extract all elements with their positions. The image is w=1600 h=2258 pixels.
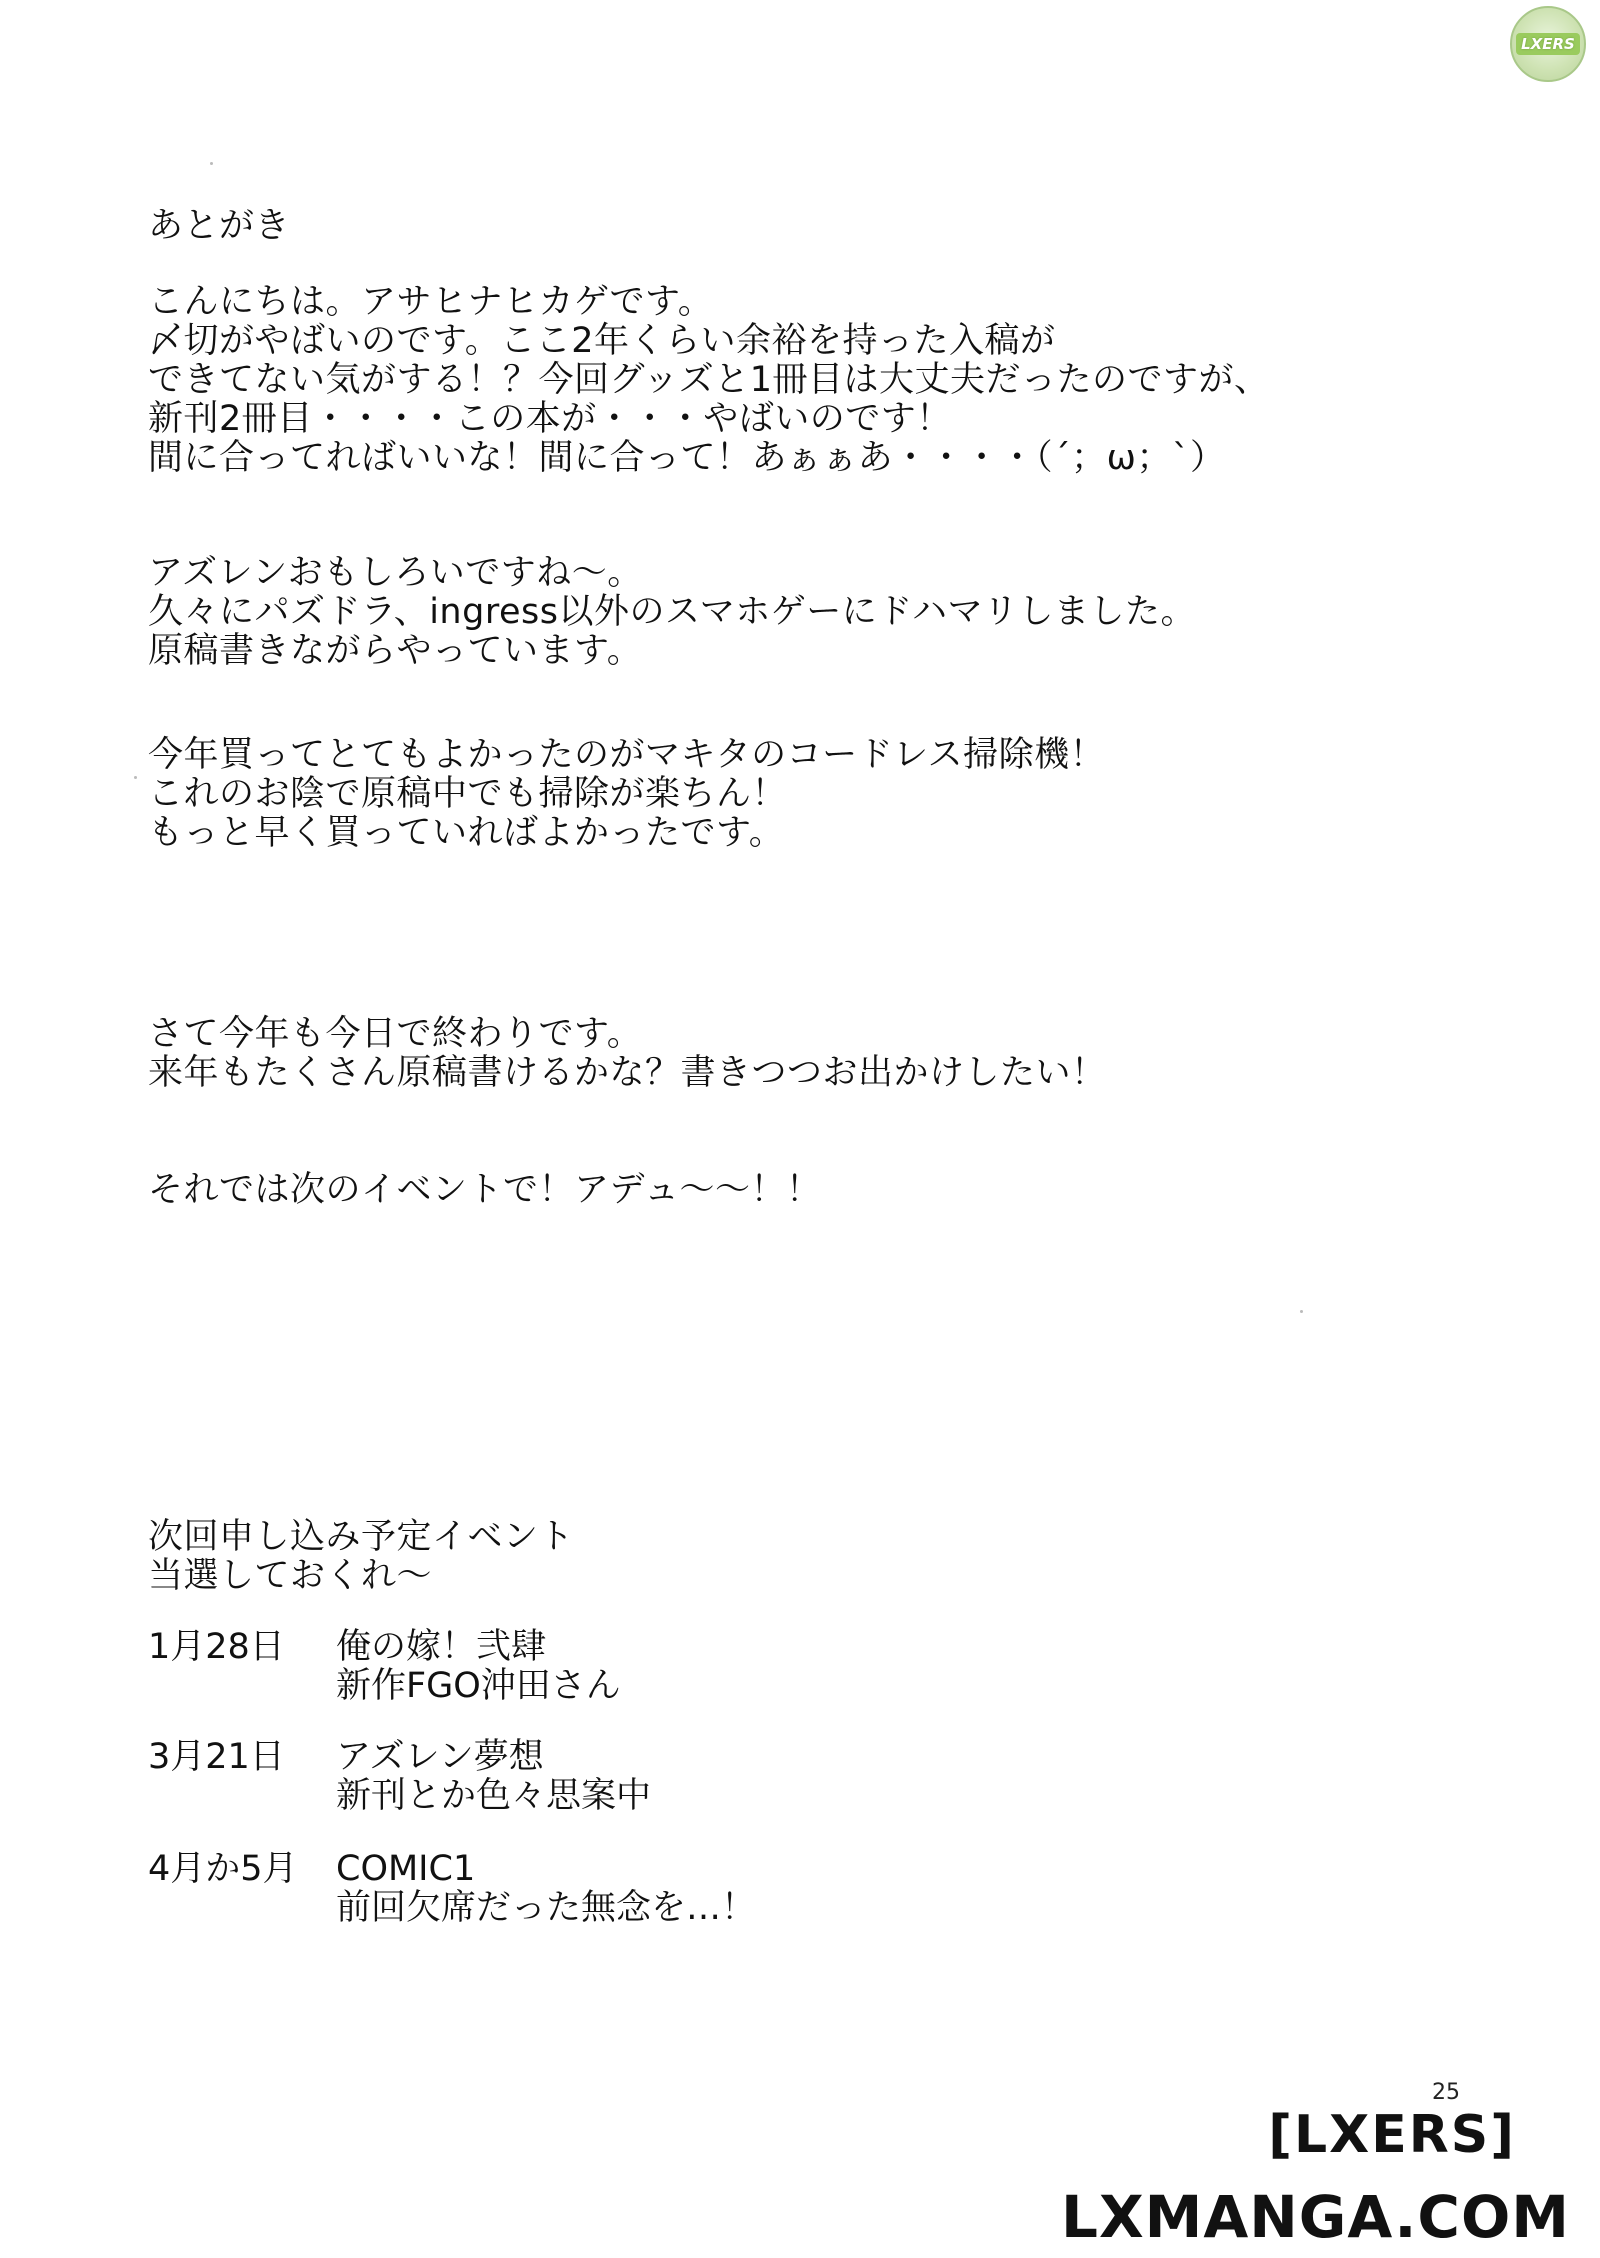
scan-speck xyxy=(1300,1310,1303,1313)
watermark-brand: [LXERS] xyxy=(1268,2105,1516,2165)
event-date: 4月か5月 xyxy=(148,1849,298,1889)
watermark-url: LXMANGA.COM xyxy=(1060,2183,1570,2251)
text-line: 久々にパズドラ、ingress以外のスマホゲーにドハマリしました。 xyxy=(148,592,1197,632)
scan-speck xyxy=(210,162,213,165)
event-line: 俺の嫁！弐肆 xyxy=(336,1627,547,1667)
text-line: もっと早く買っていればよかったです。 xyxy=(148,813,785,853)
event-line: アズレン夢想 xyxy=(336,1737,544,1777)
event-description xyxy=(336,1628,621,1706)
event-line: COMIC1 xyxy=(336,1849,476,1889)
text-line: 〆切がやばいのです。ここ2年くらい余裕を持った入稿が xyxy=(148,321,1056,361)
paragraph-azurlane xyxy=(148,554,1196,671)
paragraph-greeting xyxy=(148,283,1270,478)
text-line: 今年買ってとてもよかったのがマキタのコードレス掃除機！ xyxy=(148,735,1106,775)
event-line: 前回欠席だった無念を…！ xyxy=(336,1888,757,1928)
text-line: 来年もたくさん原稿書けるかな？書きつつお出かけしたい！ xyxy=(148,1053,1107,1093)
text-line: 新刊2冊目・・・・この本が・・・やばいのです！ xyxy=(148,399,952,439)
text-line: 間に合ってればいいな！間に合って！あぁぁあ・・・・（´；ω；`） xyxy=(148,438,1226,478)
lxers-logo-text: LXERS xyxy=(1516,33,1580,55)
text-line: できてない気がする！？今回グッズと1冊目は大丈夫だったのですが、 xyxy=(148,360,1270,400)
text-line: 当選しておくれ～ xyxy=(148,1556,433,1596)
text-line: こんにちは。アサヒナヒカゲです。 xyxy=(148,282,714,322)
lxers-logo-badge xyxy=(1510,6,1586,82)
text-line: さて今年も今日で終わりです。 xyxy=(148,1014,643,1054)
paragraph-farewell xyxy=(148,1171,821,1210)
scan-speck xyxy=(134,776,137,779)
text-line: それでは次のイベントで！アデュ～～！！ xyxy=(148,1170,822,1210)
event-description xyxy=(336,1738,651,1816)
text-line: アズレンおもしろいですね～。 xyxy=(148,553,643,593)
text-line: これのお陰で原稿中でも掃除が楽ちん！ xyxy=(148,774,788,814)
event-description xyxy=(336,1850,756,1928)
event-line: 新作FGO沖田さん xyxy=(336,1666,621,1706)
paragraph-next-events-heading xyxy=(148,1518,574,1596)
paragraph-year-end xyxy=(148,1015,1107,1093)
event-line: 新刊とか色々思案中 xyxy=(336,1776,652,1816)
afterword-title: あとがき xyxy=(148,206,291,246)
text-line: 次回申し込み予定イベント xyxy=(148,1517,575,1557)
event-date: 3月21日 xyxy=(148,1737,285,1777)
page-number: 25 xyxy=(1432,2080,1460,2105)
text-line: 原稿書きながらやっています。 xyxy=(148,631,643,671)
paragraph-vacuum xyxy=(148,736,1105,853)
event-date: 1月28日 xyxy=(148,1627,285,1667)
